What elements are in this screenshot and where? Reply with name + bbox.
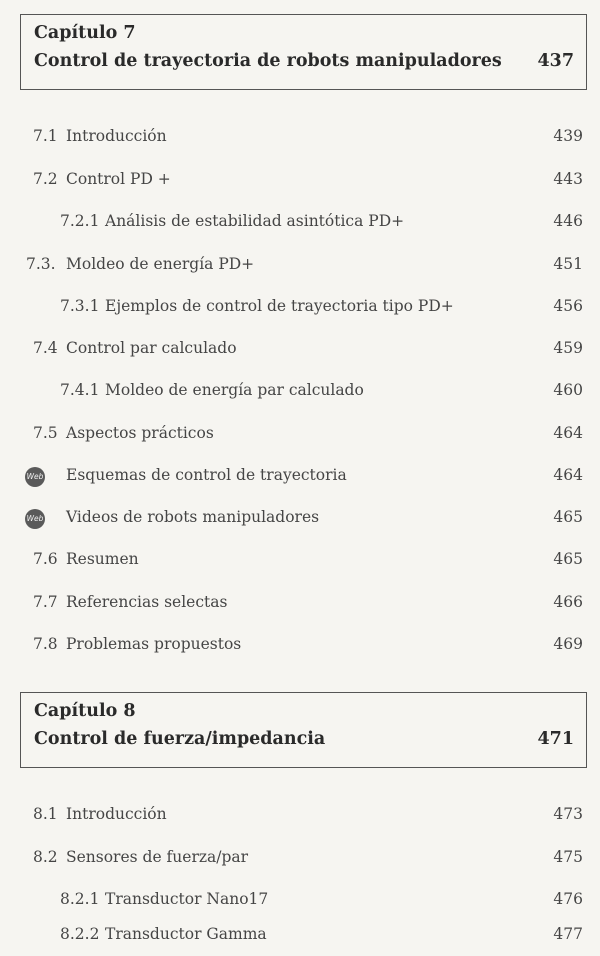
toc-entry-page: 473: [553, 805, 583, 823]
toc-entry-number: 8.1: [33, 805, 58, 823]
toc-entry-8-2[interactable]: [0, 848, 600, 870]
toc-entry-number: 8.2: [33, 848, 58, 866]
toc-entry-title: Videos de robots manipuladores: [66, 508, 320, 526]
toc-entry-number: 7.2: [33, 170, 58, 188]
toc-entry-number: 8.2.1: [60, 890, 100, 908]
toc-entry-title: Sensores de fuerza/par: [66, 848, 249, 866]
toc-entry-number: 7.8: [33, 635, 58, 653]
toc-entry-page: 464: [553, 466, 583, 484]
web-icon: Web: [25, 509, 45, 529]
toc-entry-title: Moldeo de energía par calculado: [105, 381, 364, 399]
toc-entry-number: 7.3.1: [60, 297, 100, 315]
chapter-8-page: 471: [537, 729, 574, 749]
toc-entry-number: 7.3.: [26, 255, 56, 273]
toc-entry-number: 7.5: [33, 424, 58, 442]
toc-entry-title: Transductor Gamma: [105, 925, 267, 943]
toc-entry-page: 439: [553, 127, 583, 145]
toc-entry-page: 446: [553, 212, 583, 230]
toc-entry-title: Problemas propuestos: [66, 635, 242, 653]
toc-entry-8-2-2[interactable]: [0, 925, 600, 947]
toc-entry-number: 7.4: [33, 339, 58, 357]
toc-entry-page: 466: [553, 593, 583, 611]
chapter-8-header: [20, 692, 587, 768]
chapter-8-title: Control de fuerza/impedancia: [34, 729, 326, 749]
toc-entry-page: 465: [553, 550, 583, 568]
toc-entry-web-esquemas[interactable]: [0, 466, 600, 488]
chapter-7-title: Control de trayectoria de robots manipuladores: [34, 51, 502, 71]
toc-entry-7-3[interactable]: [0, 255, 600, 277]
chapter-8-label: Capítulo 8: [34, 701, 136, 721]
toc-entry-page: 469: [553, 635, 583, 653]
toc-entry-7-1[interactable]: [0, 127, 600, 149]
toc-entry-title: Análisis de estabilidad asintótica PD+: [105, 212, 405, 230]
chapter-7-label: Capítulo 7: [34, 23, 136, 43]
toc-entry-title: Ejemplos de control de trayectoria tipo PD+: [105, 297, 454, 315]
toc-entry-title: Aspectos prácticos: [66, 424, 214, 442]
toc-entry-7-8[interactable]: [0, 635, 600, 657]
chapter-7-page: 437: [537, 51, 574, 71]
toc-entry-number: 8.2.2: [60, 925, 100, 943]
toc-entry-7-3-1[interactable]: [0, 297, 600, 319]
toc-entry-page: 464: [553, 424, 583, 442]
toc-entry-page: 475: [553, 848, 583, 866]
toc-entry-number: 7.6: [33, 550, 58, 568]
toc-entry-7-4-1[interactable]: [0, 381, 600, 403]
toc-entry-page: 465: [553, 508, 583, 526]
toc-entry-7-6[interactable]: [0, 550, 600, 572]
chapter-7-header: [20, 14, 587, 90]
toc-entry-title: Moldeo de energía PD+: [66, 255, 255, 273]
toc-entry-7-2-1[interactable]: [0, 212, 600, 234]
toc-entry-page: 460: [553, 381, 583, 399]
toc-entry-title: Resumen: [66, 550, 139, 568]
toc-entry-title: Transductor Nano17: [105, 890, 269, 908]
toc-entry-page: 477: [553, 925, 583, 943]
toc-entry-page: 451: [553, 255, 583, 273]
toc-entry-7-5[interactable]: [0, 424, 600, 446]
toc-entry-title: Control PD +: [66, 170, 171, 188]
toc-entry-number: 7.1: [33, 127, 58, 145]
toc-entry-page: 443: [553, 170, 583, 188]
toc-entry-page: 476: [553, 890, 583, 908]
toc-entry-7-4[interactable]: [0, 339, 600, 361]
toc-entry-title: Referencias selectas: [66, 593, 228, 611]
toc-entry-title: Introducción: [66, 127, 167, 145]
toc-entry-title: Esquemas de control de trayectoria: [66, 466, 347, 484]
toc-entry-number: 7.2.1: [60, 212, 100, 230]
toc-entry-page: 459: [553, 339, 583, 357]
toc-entry-page: 456: [553, 297, 583, 315]
toc-entry-number: 7.7: [33, 593, 58, 611]
toc-entry-8-1[interactable]: [0, 805, 600, 827]
toc-entry-title: Control par calculado: [66, 339, 237, 357]
toc-entry-title: Introducción: [66, 805, 167, 823]
toc-entry-8-2-1[interactable]: [0, 890, 600, 912]
toc-entry-number: 7.4.1: [60, 381, 100, 399]
toc-entry-7-7[interactable]: [0, 593, 600, 615]
toc-entry-7-2[interactable]: [0, 170, 600, 192]
web-icon: Web: [25, 467, 45, 487]
toc-entry-web-videos[interactable]: [0, 508, 600, 530]
